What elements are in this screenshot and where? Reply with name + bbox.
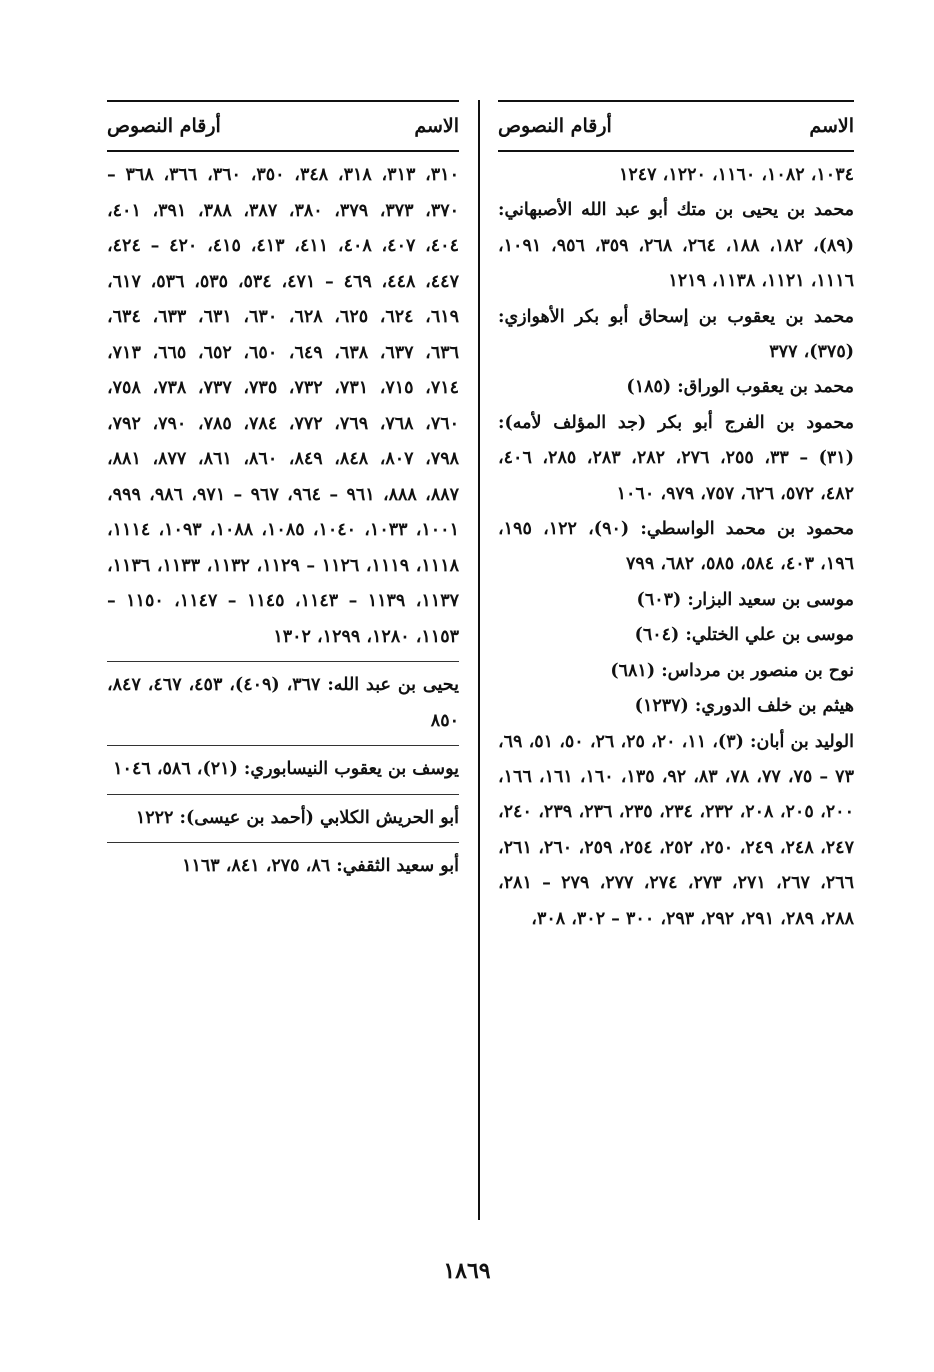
index-entry: يوسف بن يعقوب النيسابوري: (٢١)، ٥٨٦، ١٠٤٦	[107, 745, 459, 788]
index-entries	[498, 152, 854, 937]
index-entry: نوح بن منصور بن مرداس: (٦٨١)	[610, 660, 854, 681]
index-entry: محمد بن يحيى بن متك أبو عبد الله الأصبهاني: (٨٩)، ١٨٢، ١٨٨، ٢٦٤، ٢٦٨، ٣٥٩، ٩٥٦، ١٠٩١، ١١١٦، ١١٢١، ١١٣٨، ١٢١٩	[498, 200, 855, 292]
index-entry: محمود بن محمد الواسطي: (٩٠)، ١٢٢، ١٩٥، ١٩٦، ٤٠٣، ٥٨٤، ٥٨٥، ٦٨٢، ٧٩٩	[498, 519, 854, 575]
index-entry: ١٠٣٤، ١٠٨٢، ١١٦٠، ١٢٢٠، ١٢٤٧	[618, 165, 854, 185]
header-numbers: أرقام النصوص	[107, 115, 221, 137]
index-entry: محمود بن الفرج أبو بكر (جد المؤلف لأمه): (٣١) – ٣٣، ٢٥٥، ٢٧٦، ٢٨٢، ٢٨٣، ٢٨٥، ٤٠٦، ٤٨٢، ٥٧٢، ٦٢٦، ٧٥٧، ٩٧٩، ١٠٦٠	[498, 412, 854, 504]
index-entry: هيثم بن خلف الدوري: (١٢٣٧)	[634, 696, 854, 717]
index-entry: الوليد بن أبان: (٣)، ١١، ٢٠، ٢٥، ٢٦، ٥٠، ٥١، ٦٩، ٧٣ – ٧٥، ٧٧، ٧٨، ٨٣، ٩٢، ١٣٥، ١٦٠، ١٦١، ١٦٦، ٢٠٠، ٢٠٥، ٢٠٨، ٢٣٢، ٢٣٤، ٢٣٥، ٢٣٦، ٢٣٩، ٢٤٠، ٢٤٧، ٢٤٨، ٢٤٩، ٢٥٠، ٢٥٢، ٢٥٤، ٢٥٩، ٢٦٠، ٢٦١، ٢٦٦، ٢٦٧، ٢٧١، ٢٧٣، ٢٧٤، ٢٧٧، ٢٧٩ – ٢٨١، ٢٨٨، ٢٨٩، ٢٩١، ٢٩٢، ٢٩٣، ٣٠٠ – ٣٠٢، ٣٠٨،	[498, 731, 854, 929]
index-entry: موسى بن علي الختلي: (٦٠٤)	[634, 625, 854, 646]
column-header	[498, 100, 854, 152]
header-name: الاسم	[414, 115, 459, 137]
header-name: الاسم	[809, 115, 854, 137]
index-entry: موسى بن سعيد البزار: (٦٠٣)	[636, 589, 854, 610]
header-numbers: أرقام النصوص	[498, 115, 612, 137]
index-entry: محمد بن يعقوب بن إسحاق أبو بكر الأهوازي: (٣٧٥)، ٣٧٧	[498, 306, 854, 363]
index-entry: ٣١٠، ٣١٣، ٣١٨، ٣٤٨، ٣٥٠، ٣٦٠، ٣٦٦، ٣٦٨ – ٣٧٠، ٣٧٣، ٣٧٩، ٣٨٠، ٣٨٧، ٣٨٨، ٣٩١، ٤٠١، ٤٠٤، ٤٠٧، ٤٠٨، ٤١١، ٤١٣، ٤١٥، ٤٢٠ – ٤٢٤، ٤٤٧، ٤٤٨، ٤٦٩ – ٤٧١، ٥٣٤، ٥٣٥، ٥٣٦، ٦١٧، ٦١٩، ٦٢٤، ٦٢٥، ٦٢٨، ٦٣٠، ٦٣١، ٦٣٣، ٦٣٤، ٦٣٦، ٦٣٧، ٦٣٨، ٦٤٩، ٦٥٠، ٦٥٢، ٦٦٥، ٧١٣، ٧١٤، ٧١٥، ٧٣١، ٧٣٢، ٧٣٥، ٧٣٧، ٧٣٨، ٧٥٨، ٧٦٠، ٧٦٨، ٧٦٩، ٧٧٢، ٧٨٤، ٧٨٥، ٧٩٠، ٧٩٢، ٧٩٨، ٨٠٧، ٨٤٨، ٨٤٩، ٨٦٠، ٨٦١، ٨٧٧، ٨٨١، ٨٨٧، ٨٨٨، ٩٦١ – ٩٦٤، ٩٦٧ – ٩٧١، ٩٨٦، ٩٩٩، ١٠٠١، ١٠٣٣، ١٠٤٠، ١٠٨٥، ١٠٨٨، ١٠٩٣، ١١١٤، ١١١٨، ١١١٩، ١١٢٦ – ١١٢٩، ١١٣٢، ١١٣٣، ١١٣٦، ١١٣٧، ١١٣٩ – ١١٤٣، ١١٤٥ – ١١٤٧، ١١٥٠ – ١١٥٣، ١٢٨٠، ١٢٩٩، ١٣٠٢	[107, 165, 460, 647]
left-column	[107, 100, 459, 1220]
column-divider	[478, 100, 480, 1220]
page-number: ١٨٦٩	[443, 1258, 491, 1284]
index-entry: أبو الحريش الكلابي (أحمد بن عيسى): ١٢٢٢	[107, 794, 459, 837]
index-entry: يحيى بن عبد الله: ٣٦٧، (٤٠٩)، ٤٥٣، ٤٦٧، ٨٤٧، ٨٥٠	[107, 661, 459, 739]
index-entry: محمد بن يعقوب الوراق: (١٨٥)	[626, 377, 854, 398]
index-entries	[107, 152, 459, 885]
right-column	[498, 100, 854, 1220]
column-header	[107, 100, 459, 152]
index-entry: أبو سعيد الثقفي: ٨٦، ٢٧٥، ٨٤١، ١١٦٣	[107, 842, 459, 885]
